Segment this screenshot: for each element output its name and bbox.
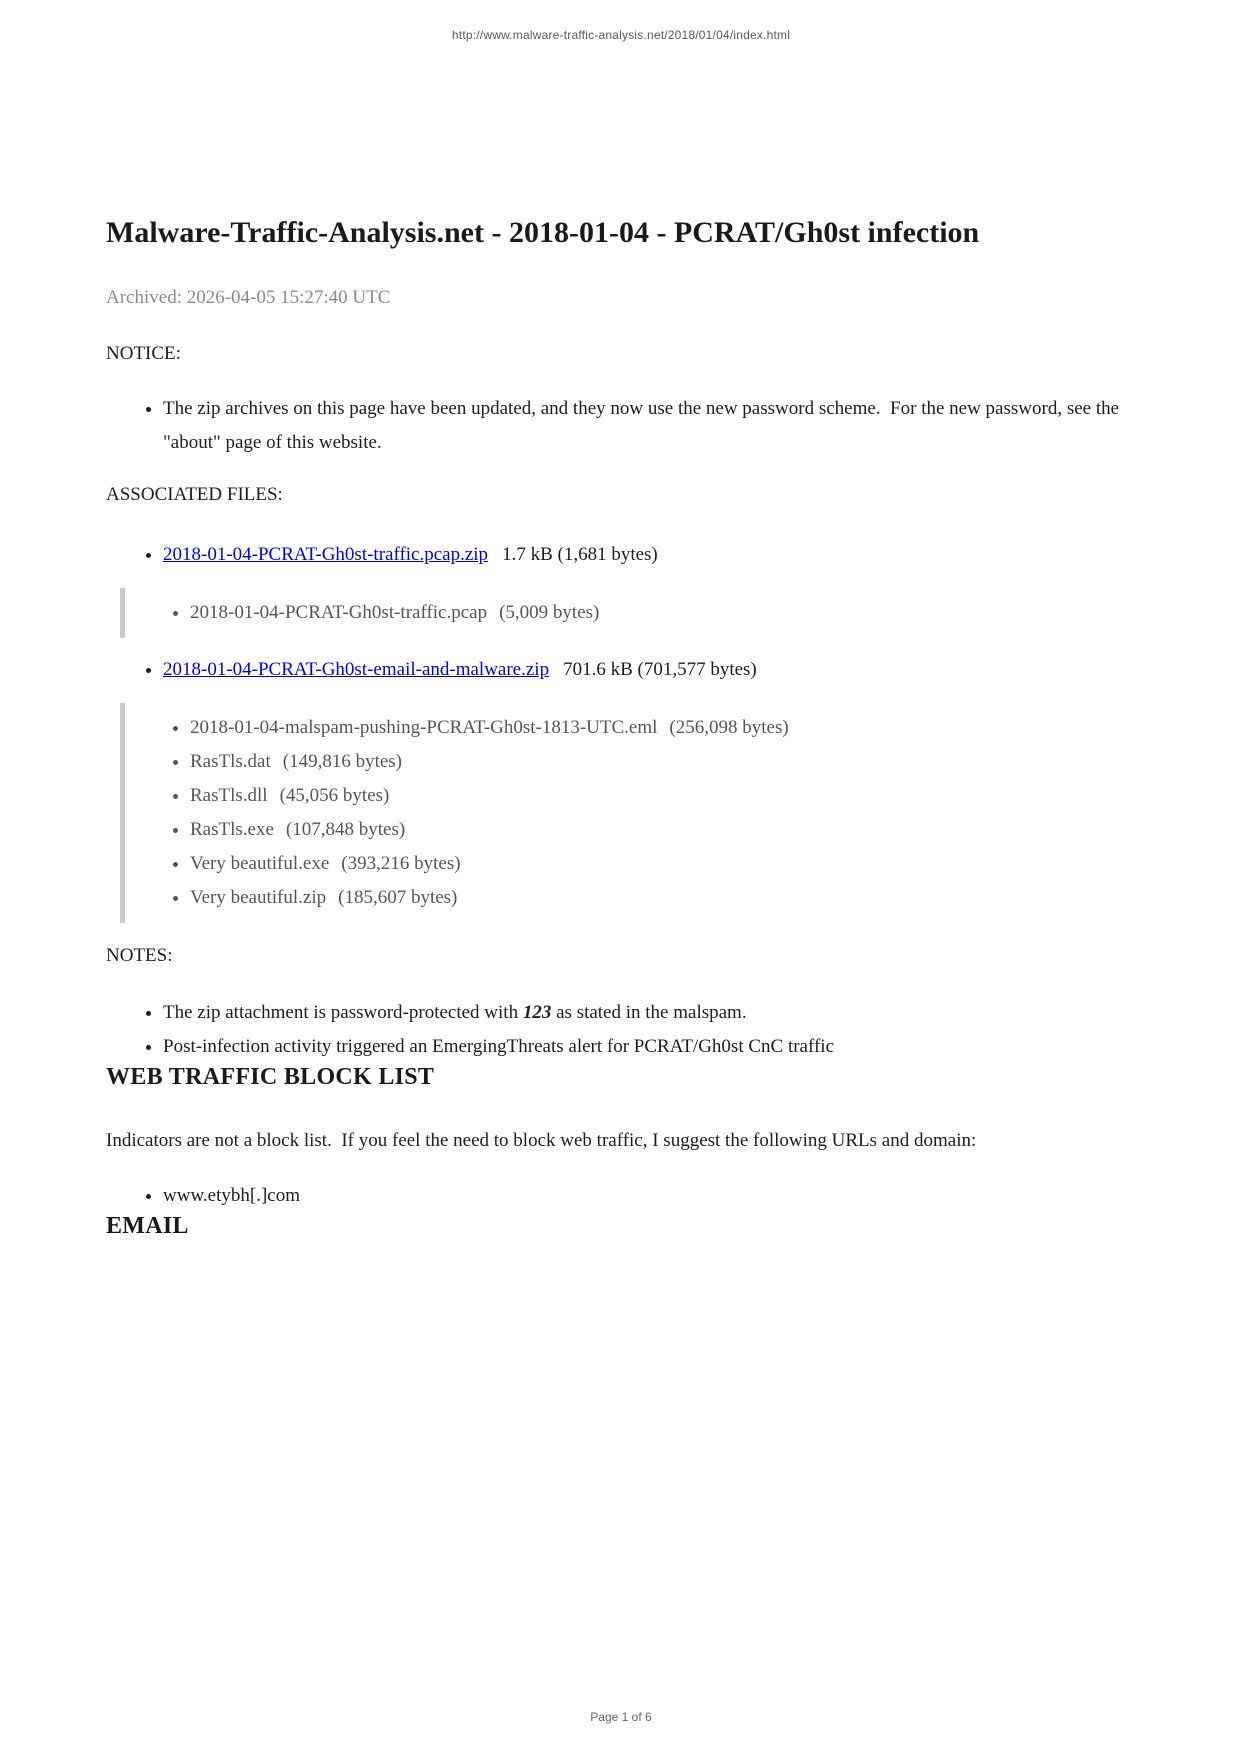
list-item xyxy=(190,596,1136,630)
file-name: 2018-01-04-malspam-pushing-PCRAT-Gh0st-1813-UTC.eml xyxy=(190,717,658,738)
file-name: RasTls.dat xyxy=(190,751,271,772)
list-item xyxy=(163,392,1136,460)
archived-timestamp: Archived: 2026-04-05 15:27:40 UTC xyxy=(106,287,391,308)
list-item xyxy=(190,779,1136,813)
notes-heading: NOTES: xyxy=(106,945,173,966)
file-name: RasTls.exe xyxy=(190,819,274,840)
notice-list xyxy=(106,392,1136,460)
file-size: (107,848 bytes) xyxy=(285,819,406,840)
file-link-email-malware-zip[interactable]: 2018-01-04-PCRAT-Gh0st-email-and-malware.zip xyxy=(163,659,550,680)
header-url: http://www.malware-traffic-analysis.net/2018/01/04/index.html xyxy=(451,28,791,42)
file-size: (185,607 bytes) xyxy=(338,887,458,908)
list-item xyxy=(190,813,1136,847)
blocked-domain-list xyxy=(106,1179,1136,1213)
note-text: as stated in the malspam. xyxy=(551,1002,747,1023)
note-text: Post-infection activity triggered an EmergingThreats alert for PCRAT/Gh0st CnC traffic xyxy=(163,1036,835,1057)
file-size: (45,056 bytes) xyxy=(279,785,390,806)
file-size: (393,216 bytes) xyxy=(341,853,461,874)
file-size: 1.7 kB (1,681 bytes) xyxy=(502,544,658,565)
page-number: Page 1 of 6 xyxy=(590,1710,652,1724)
notes-list xyxy=(106,996,1136,1064)
associated-files-heading: ASSOCIATED FILES: xyxy=(106,484,283,505)
file-link-pcap-zip[interactable]: 2018-01-04-PCRAT-Gh0st-traffic.pcap.zip xyxy=(163,544,489,565)
page-title: Malware-Traffic-Analysis.net - 2018-01-04 - PCRAT/Gh0st infection xyxy=(106,216,980,249)
list-item xyxy=(190,847,1136,881)
nested-file-list xyxy=(125,596,1136,630)
list-item xyxy=(163,1179,1136,1213)
password-emphasis: 123 xyxy=(522,1002,552,1023)
file-list xyxy=(106,538,1136,572)
file-name: Very beautiful.exe xyxy=(190,853,330,874)
list-item xyxy=(190,881,1136,915)
list-item xyxy=(163,1030,1136,1064)
file-size: (149,816 bytes) xyxy=(282,751,403,772)
file-list xyxy=(106,653,1136,687)
notice-heading: NOTICE: xyxy=(106,343,181,364)
list-item xyxy=(190,711,1136,745)
notice-text: The zip archives on this page have been updated, and they now use the new password scheme. For the new password, see the "about" page of this website. xyxy=(163,398,1124,453)
list-item xyxy=(190,745,1136,779)
note-text: The zip attachment is password-protected with xyxy=(163,1002,523,1023)
nested-file-quote xyxy=(120,703,1136,923)
blocked-domain: www.etybh[.]com xyxy=(163,1185,301,1206)
nested-file-list xyxy=(125,711,1136,915)
file-entry xyxy=(163,653,1136,687)
file-size: (256,098 bytes) xyxy=(669,717,789,738)
email-heading: EMAIL xyxy=(106,1213,189,1239)
file-entry xyxy=(163,538,1136,572)
file-size: 701.6 kB (701,577 bytes) xyxy=(563,659,757,680)
list-item xyxy=(163,996,1136,1030)
file-name: RasTls.dll xyxy=(190,785,268,806)
nested-file-quote xyxy=(120,588,1136,638)
file-name: Very beautiful.zip xyxy=(190,887,327,908)
web-traffic-block-list-heading: WEB TRAFFIC BLOCK LIST xyxy=(106,1064,435,1090)
file-size: (5,009 bytes) xyxy=(499,602,600,623)
file-name: 2018-01-04-PCRAT-Gh0st-traffic.pcap xyxy=(190,602,488,623)
block-list-paragraph: Indicators are not a block list. If you feel the need to block web traffic, I suggest the following URLs and domain: xyxy=(106,1130,977,1151)
